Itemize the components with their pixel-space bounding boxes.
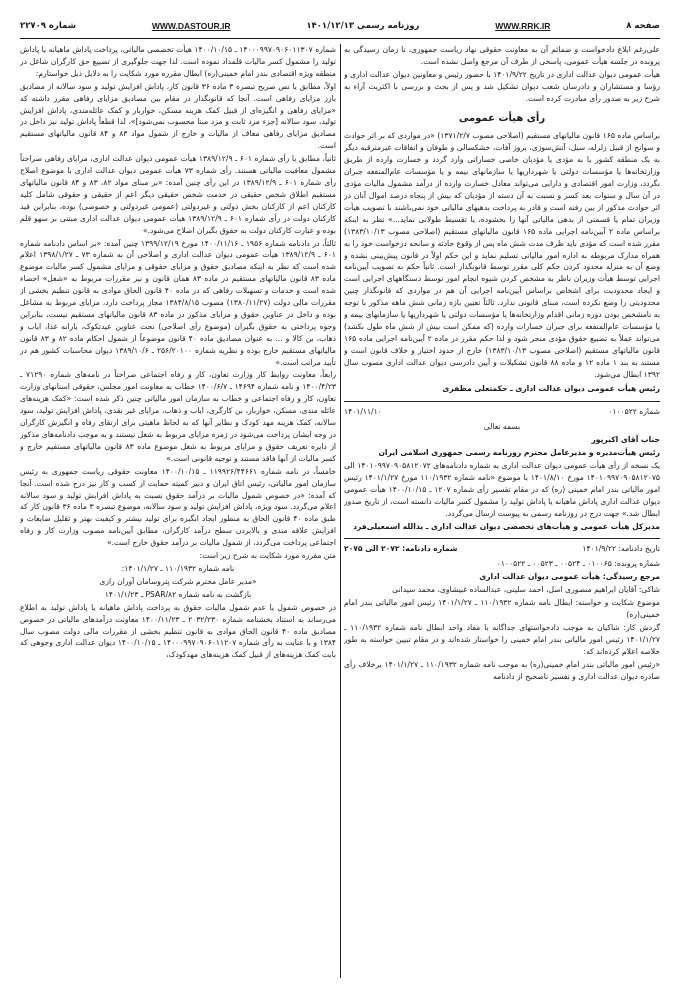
docket-number: شماره پرونده: ۰۱۰۰۶۵ ـ ۰۰۵۲۴ ـ ۰۰۵۲۳ ـ ۰۱۰۰۵۲۲ bbox=[496, 559, 660, 569]
intro-paragraph: هیأت عمومی دیوان عدالت اداری در تاریخ ۱۴۰۱/۹/۲۲ با حضور رئیس و معاونین دیوان عدالت اداری و رؤسا و مستشاران و دادرسان شعب دیوان تشکیل شد و پس از بحث و بررسی با اکثریت آراء به شرح زیر به صدور رأی مبادرت کرده است. bbox=[344, 69, 660, 103]
complainants: شاکی: آقایان ابراهیم منصوری اصل، احمد سلیتی، عبدالساده غبیشاوی، محمد سیدانی bbox=[392, 585, 660, 595]
left-column bbox=[20, 44, 336, 978]
recipient-title: رئیس هیأت‌مدیره و مدیرعامل محترم روزنامه رسمی جمهوری اسلامی ایران bbox=[378, 448, 660, 458]
letter-number: شماره ۰۱۰۰۵۲۲ bbox=[608, 407, 660, 417]
reference-body: مرجع رسیدگی: هیأت عمومی دیوان عدالت اداری bbox=[479, 572, 660, 582]
paragraph: خامساً، در نامه شماره ۱۱۹۹۲۶/۴۴۶۶۱ ـ ۱۴۰۰/۱۰/۱۵ معاونت حقوقی ریاست جمهوری به رئیس سازمان امور مالیاتی، رئیس اتاق ایران و دبیر کمیته حمایت از کسب و کار نیز درج شده است. آنجا که آمده: «در خصوص شمول مالیات بر درآمد حقوق نسبت به پاداش افزایش تولید و سود سالانه اعلام می‌گردد. سود ویژه، پاداش افزایش تولید و سود سالانه، موضوع تبصره ۳ ماده ۳۶ قانون کار که طبق ماده ۴۰ قانون الحاق به منظور ایجاد انگیزه برای تولید بیشتر و کیفیت بهتر و تقلیل ضایعات و افزایش علاقه مندی و بالابردن سطح درآمد کارگران، مطابق آیین‌نامه مصوب وزارت کار و رفاه اجتماعی پرداخت می‌گردد، از شمول مالیات بر درآمد حقوق خارج است.» bbox=[20, 466, 336, 548]
column-divider bbox=[340, 44, 341, 978]
paragraph: اولاً، مطابق با نص صریح تبصره ۳ ماده ۳۶ قانون کار، پاداش افزایش تولید و سود سالانه از مصادیق بارز مزایای رفاهی است. آنجا که قانونگذار در مقام بین مصادیق مزایای رفاهی مقرر داشته که «مزایای رفاهی و انگیزه‌ای از قبیل کمک هزینه مسکن، خواربار و کمک عائله‌مندی، پاداش افزایش تولید، سود سالانه [جزء مزد ثابت و مزد مبنا محسوب نمی‌شود]»، لذا قطعاً پاداش تولید نیز داخل در مصادیق مزایای رفاهی معاف از مالیات و خارج از شمول مواد ۸۳ و ۸۴ قانون مالیاتهای مستقیم است. bbox=[20, 81, 336, 151]
page-header bbox=[20, 18, 660, 39]
case-number: شماره دادنامه: ۲۰۷۲ الی ۲۰۷۵ bbox=[344, 544, 458, 554]
paragraph: ثالثاً، در دادنامه شماره ۱۹۵۶ ـ ۱۴۰۰/۱۱/۱۶ مورخ ۱۳۹۹/۱۲/۱۹ چنین آمده: «بر اساس دادنامه شماره ۶۰۱ ـ ۱۳۸۹/۱۲/۹ هیأت عمومی دیوان عدالت اداری و اصلاحی آن به شماره ۷۳ ـ ۱۳۹۸/۱/۲۷ اعلام شده است که نظر به اینکه مصادیق حقوق و مزایای حقوقی و مزایای مشمول کسر مالیات موضوع ماده ۸۳ قانون مالیاتهای مستقیم در ماده ۸۳ همان قانون و نیز مقررات مربوط به «شغل» احصاء شده است و خدمات و تسهیلات رفاهی که در ماده ۴۰ قانون الحاق موادی به قانون تنظیم بخشی از مقررات مالی دولت (۱۳۸۰/۱۱/۲۷) مصوب ۱۳۸۴/۸/۱۵ مجاز پرداخت دارد، مزایای مربوط به مشاغل بوده و داخل در عناوین حقوق و مزایای مذکور در ماده ۸۳ قانون مالیاتهای مستقیم نیست، بنابراین وجوه پرداختی به حقوق بگیران (موضوع رأی اصلاحی) تحت عناوین عیدتکوک، یارانه غذا، ایاب و ذهاب، بن کالا و ... به عنوان مصادیق ماده ۴۰ قانون موضوعاً از شمول احکام ماده ۸۲ و ۸۳ قانون مالیاتهای مستقیم خارج بوده و نظریه شماره ۲۵۶/۲۰۱۰۰ ـ ۱۳۸۹/۱۰/۶ دیوان محاسبات کشور هم در تأیید مراتب است.» bbox=[20, 238, 336, 367]
gazette-date: روزنامه رسمی ۱۴۰۱/۱۲/۱۳ bbox=[306, 21, 420, 31]
ruling-signature: رئیس هیأت عمومی دیوان عدالت اداری ـ حکمتعلی مظفری bbox=[442, 384, 660, 394]
quote-text: «رئیس امور مالیاتی بندر امام خمینی(ره) به موجب نامه شماره ۱۱۰/۱۹۳۲ ـ ۱۴۰۱/۱/۲۷ برخلاف رأی صادره دیوان عدالت اداری و تفسیر ناصحیح از دادنامه bbox=[344, 659, 660, 681]
rrk-url[interactable]: WWW.RRK.IR bbox=[495, 21, 551, 31]
dastour-url[interactable]: WWW.DASTOUR.IR bbox=[151, 21, 231, 31]
right-column bbox=[344, 44, 660, 978]
letter-signature: مدیرکل هیأت عمومی و هیأت‌های تخصصی دیوان عدالت اداری ـ یدالله اسمعیلی‌فرد bbox=[353, 521, 660, 531]
intro-paragraph: علی‌رغم ابلاغ دادخواست و ضمائم آن به معاونت حقوقی نهاد ریاست جمهوری، تا زمان رسیدگی به پرونده در جلسه هیأت عمومی، پاسخی از طرف آن مرجع واصل نشده است. bbox=[344, 45, 660, 66]
paragraph: «مدیر عامل محترم شرکت پتروسامان آوران رازی bbox=[99, 576, 257, 586]
salutation: جناب آقای اکبرپور bbox=[591, 435, 660, 445]
case-process: گردش کار: شاکیان به موجب دادخواستهای جداگانه با مفاد واحد ابطال نامه شماره ۱۱۰/۱۹۳۲ ـ ۱۴۰۱/۱/۲۷ رئیس امور مالیاتی بندر امام خمینی را خواستار شده‌اند و در مقام تبیین خواسته به طور خلاصه اعلام کرده‌اند که: bbox=[344, 622, 660, 656]
letter-date: ۱۴۰۱/۱۱/۱۰ bbox=[344, 407, 382, 417]
section-divider bbox=[344, 538, 660, 539]
letter-meta bbox=[344, 406, 660, 418]
page-number: صفحه ۸ bbox=[626, 21, 660, 31]
complaint-subject: موضوع شکایت و خواسته: ابطال نامه شماره ۱۱۰/۱۹۳۲ ـ ۱۴۰۱/۱/۲۷ رئیس امور مالیاتی بندر امام خمینی(ره) bbox=[344, 598, 660, 619]
case-meta bbox=[344, 543, 660, 555]
case-date: تاریخ دادنامه: ۱۴۰۱/۹/۲۲ bbox=[582, 544, 660, 554]
paragraph: متن مقرره مورد شکایت به شرح زیر است: bbox=[199, 551, 336, 561]
paragraph: شماره ۱۴۰۰۰۹۹۷۰۹۰۶۰۱۱۳۰۷ ـ ۱۴۰۰/۱۰/۱۵ هیأت تخصصی مالیاتی، پرداخت پاداش ماهیانه یا پاداش تولید را مشمول کسر مالیات قلمداد نموده است. لذا جهت جلوگیری از تضییع حق کارگران شاغل در منطقه ویژه اقتصادی بندر امام خمینی(ره) ابطال مقرره مورد شکایت را به دلایل ذیل خواستارم: bbox=[20, 45, 336, 78]
ruling-text: براساس ماده ۱۶۵ قانون مالیاتهای مستقیم (اصلاحی مصوب ۱۳۷۱/۲/۷) «در مواردی که بر اثر حوادث و سوانح از قبیل زلزله، سیل، آتش‌سوزی، بروز آفات، خشکسالی و طوفان و اتفاقات غیرمترقبه دیگر به یک منطقه کشور یا به مؤدی یا مؤدیان خاصی خساراتی وارد گردد و خسارت وارده از طریق وزارتخانه‌ها یا مؤسسات دولتی یا شهرداریها یا سازمانهای بیمه و یا مؤسسات عام‌المنفعه جبران نگردد، وزارت امور اقتصادی و دارایی می‌تواند معادل خسارت وارده از درآمد مشمول مالیات مؤدی در آن سال و سنوات بعد کسر و نسبت به آن دسته از مؤدیان که بیش از پنجاه درصد اموال آنان در اثر حوادث مذکور از بین رفته است و قادر به پرداخت بدهیهای مالیاتی خود نمی‌باشند با تصویب هیأت وزیران تمام یا قسمتی از بدهی مالیاتی آنها را بخشوده، یا تقسیط طولانی نماید...» نظر به اینکه براساس ماده ۲ آیین‌نامه اجرایی ماده ۱۶۵ قانون مالیاتهای مستقیم (اصلاحی مصوب ۱۳۸۳/۱۰/۱۳) مقرر شده است که مؤدی باید ظرف مدت شش ماه پس از وقوع حادثه و سانحه درخواست خود را به همراه مدارک مربوطه به اداره امور مالیاتی تسلیم نماید و این حکم اولاً در قانون پیش‌بینی نشده و وضع آن به منزله محدود کردن حکم کلی مقرر توسط قانونگذار است. ثانیاً حکم به تصویب آیین‌نامه اجرایی توسط هیأت وزیران ناظر به مشخص کردن شیوه انجام امور توسط دستگاههای اجرایی است و ایجاد محدودیت برای اشخاص براساس آیین‌نامه اجرایی آن هم در مواردی که قانونگذار چنین محدودیتی را وضع نکرده است، مبنای قانونی ندارد. ثالثاً تعیین بازه زمانی شش ماهه مذکور با توجه به نامشخص بودن دوره زمانی اقدام وزارتخانه‌ها یا مؤسسات دولتی یا شهرداریها یا سازمانهای بیمه و یا مؤسسات عام‌المنفعه برای جبران خسارات وارده (که ممکن است بیش از شش ماه طول بکشد) می‌تواند عملاً به تضییع حقوق مؤدی منجر شود و لذا حکم مقرر در ماده ۲ آیین‌نامه اجرایی ماده ۱۶۵ قانون مالیاتهای مستقیم (اصلاحی مصوب ۱۳۸۳/۱۰/۱۳) خارج از حدود اختیار و خلاف قانون است و مستند به بند ۱ ماده ۱۲ و ماده ۸۸ قانون تشکیلات و آیین دادرسی دیوان عدالت اداری مصوب سال ۱۳۹۲ ابطال می‌شود. bbox=[344, 131, 660, 379]
paragraph: رابعاً، معاونت روابط کار وزارت تعاون، کار و رفاه اجتماعی صراحتاً در نامه‌های شماره ۷۱۲۹۰ ـ ۱۴۰۰/۴/۲۳ و نامه شماره ۱۴۶۹۴ ـ ۱۴۰۰/۶/۷ خطاب به معاونت امور مجلس، حقوقی استانهای وزارت تعاون، کار و رفاه اجتماعی و خطاب به سازمان امور مالیاتی چنین ذکر شده است: «کمک هزینه‌های عائله مندی، مسکن، خواربار، بن کارگری، ایاب و ذهاب، مزایای غیر نقدی، پاداش افزایش تولید، سود سالانه، کمک هزینه مهد کودک و نظایر آنها که به لحاظ ماهیتی برای ارتقای رفاه و انگیزش کارگران در وجه ایشان پرداخت می‌شود در زمره مزایای مربوط به شغل نیستند و به موجب دادنامه‌های مذکور از دایره تعریف حقوق و مزایای مربوط به شغل موضوع ماده ۸۳ قانون مالیاتهای مستقیم خارج و کسر مالیات از آنها فاقد مستند و توجیه قانونی است.» bbox=[20, 370, 336, 463]
bismillah: بسمه تعالی bbox=[483, 422, 521, 432]
section-divider bbox=[344, 401, 660, 402]
paragraph: بازگشت به نامه شماره PSAR/۸۲ ـ ۱۴۰۱/۱/۲۳ bbox=[104, 589, 252, 599]
issue-number: شماره ۲۲۷۰۹ bbox=[20, 21, 77, 31]
ruling-heading: رأی هیأت عمومی bbox=[458, 112, 546, 124]
paragraph: ثانیاً، مطابق با رأی شماره ۶۰۱ ـ ۱۳۸۹/۱۲/۹ هیأت عمومی دیوان عدالت اداری، مزایای رفاهی صراحتاً مشمول معافیت مالیاتی هستند. رأی شماره ۷۳ هیأت عمومی دیوان عدالت اداری با موضوع اصلاح رأی شماره ۶۰۱ ـ ۱۳۸۹/۱۲/۹ در این رأی چنین آمده: «بر مبنای مواد ۸۲، ۸۳ و ۸۴ قانون مالیاتهای مستقیم اطلاق شخص حقیقی در خدمت شخص حقیقی دیگر اعم از حقیقی و حقوقی شامل کلیه کارکنان اعم از کارکنان بخش دولتی و غیردولتی (عمومی غیردولتی و خصوصی) بوده، بنابراین قید کارکنان دولت در رأی شماره ۶۰۱ ـ ۱۳۸۹/۱۲/۹ هیأت عمومی دیوان عدالت اداری مبتنی بر سهو قلم بوده و عبارت کارکنان دولت به حقوق بگیران اصلاح می‌شود.» bbox=[20, 154, 336, 235]
paragraph: در خصوص شمول یا عدم شمول مالیات حقوق به پرداخت پاداش ماهیانه یا پاداش تولید به اطلاع می‌رساند به استناد بخشنامه شماره ۲۰۳۲/۲۳۰ ـ ۱۴۰۰/۱۱/۲۳ معاونت درآمدهای مالیاتی در خصوص مصادیق ماده ۴۰ قانون الحاق موادی به قانون تنظیم بخشی از مقررات مالی دولت مصوب سال ۱۳۸۴ و با عنایت به رأی شماره ۱۴۰۰۰۹۹۷۰۹۰۶۰۱۱۲۰۷ ـ ۱۴۰۰/۱۰/۱۵ دیوان عدالت اداری وجوهی که بابت کمک هزینه‌های از قبیل کمک هزینه‌های مهدکودک، bbox=[20, 602, 336, 660]
letter-body: یک نسخه از رأی هیأت عمومی دیوان عدالت اداری به شماره دادنامه‌های ۱۴۰۱۰۹۹۷۰۹۰۵۸۱۲۰۷۲ الی ۱۴۰۱۰۹۹۷۰۹۰۵۸۱۲۰۷۵ مورخ ۱۴۰۱/۸/۱۰ با موضوع «نامه شماره ۱۱۰/۱۹۳۲ مورخ ۱۴۰۱/۱/۲۷ رئیس امور مالیاتی بندر امام خمینی (ره) که در مقام تفسیر رأی شماره ۱۲۰۷ ـ ۱۴۰۰/۱۰/۱۵ هیأت عمومی دیوان عدالت اداری پاداش ماهیانه یا پاداش تولید را مشمول کسر مالیات دانسته است، از تاریخ صدور ابطال شد.» جهت درج در روزنامه رسمی به پیوست ارسال می‌گردد. bbox=[344, 461, 660, 518]
paragraph: نامه شماره ۱۱۰/۱۹۳۲ ـ ۱۴۰۱/۱/۲۷: bbox=[121, 563, 235, 573]
